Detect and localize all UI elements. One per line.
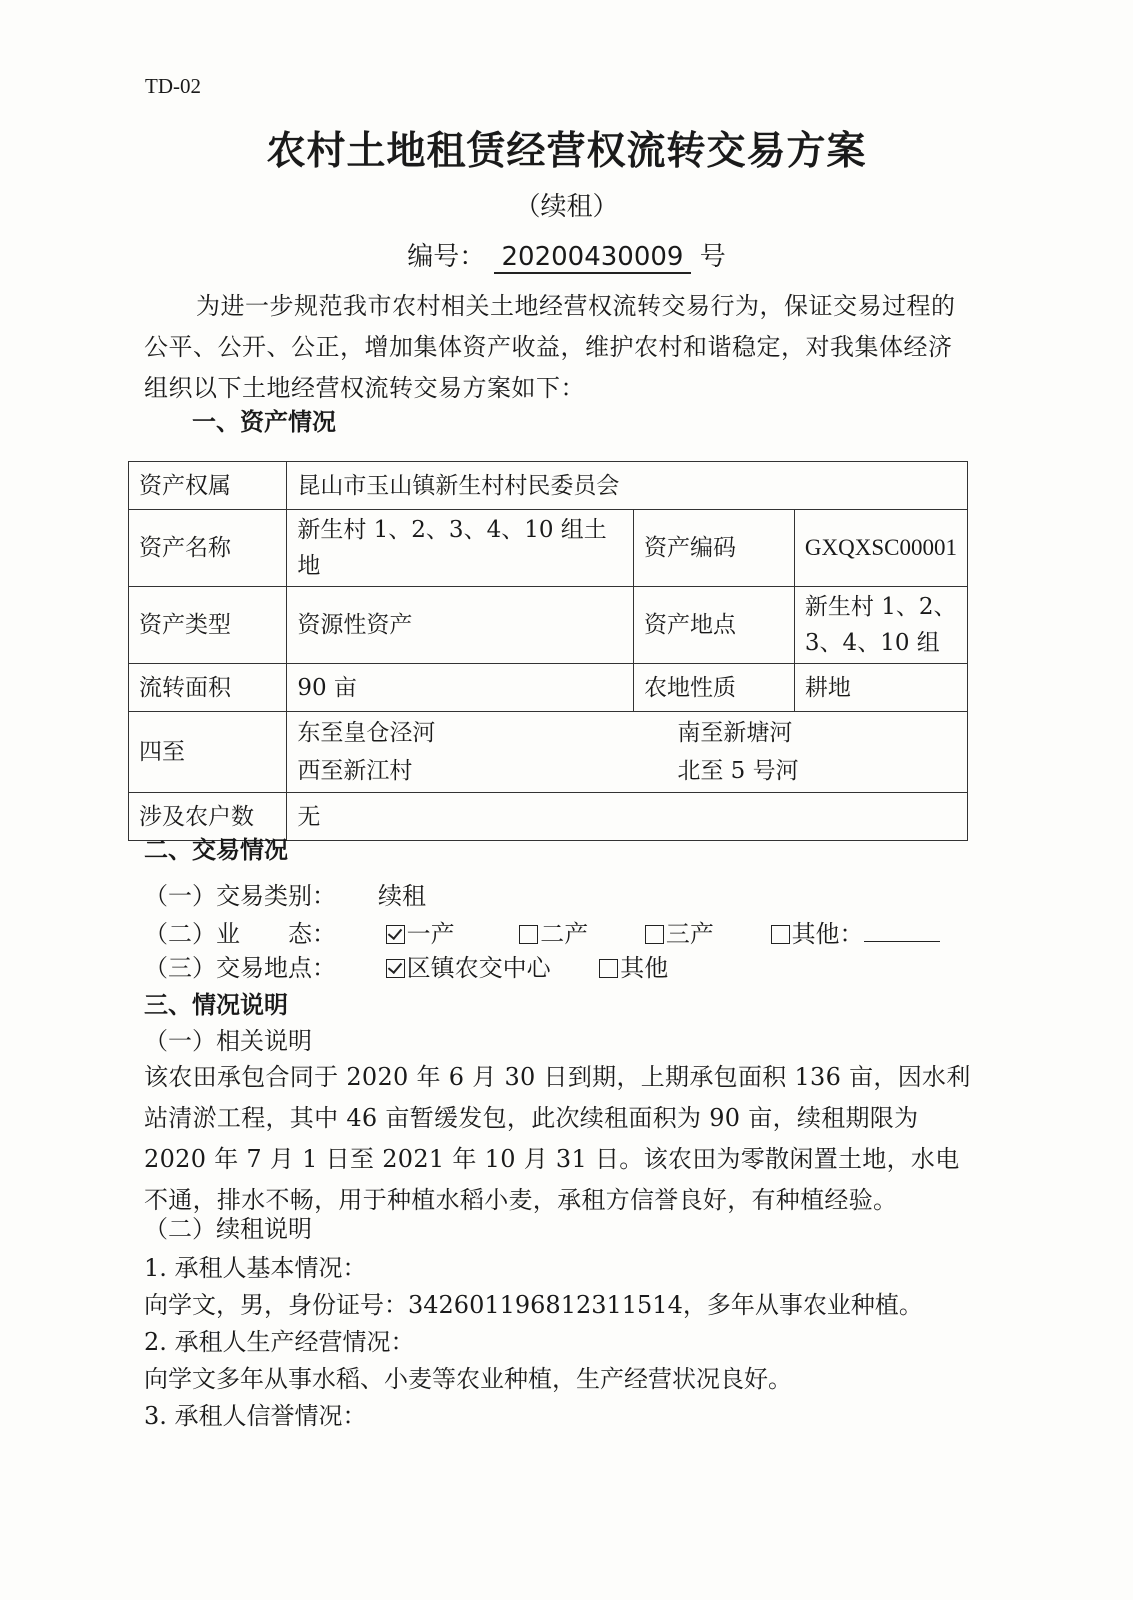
table-row [129,664,968,712]
place-option-other[interactable] [599,954,668,982]
industry-option-label: 其他： [791,920,864,948]
document-subtitle: （续租） [514,192,619,222]
industry-option-tertiary[interactable] [645,914,763,949]
checkbox-empty-icon[interactable] [599,959,618,978]
document-title: 农村土地租赁经营权流转交易方案 [266,129,867,174]
related-description: 该农田承包合同于 2020 年 6 月 30 日到期，上期承包面积 136 亩，因水利站清淤工程，其中 46 亩暂缓发包，此次续租面积为 90 亩，续租期限为 2020 年 7 月 1 日至 2021 年 10 月 31 日。该农田为零散闲置土地，水电不通，排水不畅，用于种植水稻小麦，承租方信誉良好，有种植经验。 [144,1063,971,1214]
category-value: 续租 [378,882,426,910]
checkbox-empty-icon[interactable] [645,925,664,944]
table-row [129,587,968,664]
place-label: （三）交易地点： [144,954,336,982]
item2-text: 向学文多年从事水稻、小麦等农业种植，生产经营状况良好。 [144,1365,792,1393]
place-option-label: 区镇农交中心 [406,954,551,982]
ownership-label: 资产权属 [129,462,287,510]
area-label: 流转面积 [129,664,287,712]
intro-paragraph: 为进一步规范我市农村相关土地经营权流转交易行为，保证交易过程的公平、公开、公正，增加集体资产收益，维护农村和谐稳定，对我集体经济组织以下土地经营权流转交易方案如下： [144,292,956,402]
name-label: 资产名称 [129,510,287,587]
bounds-value [287,712,968,793]
section1-heading: 一、资产情况 [192,408,336,436]
section3-sub2: （二）续租说明 [144,1215,312,1243]
category-line [144,876,426,911]
checkbox-checked-icon[interactable] [386,959,405,978]
table-row [129,462,968,510]
place-line [144,948,668,983]
section3-heading: 三、情况说明 [144,991,288,1019]
industry-label: （二）业 态： [144,920,336,948]
section2-heading: 二、交易情况 [144,836,288,864]
bounds-label: 四至 [129,712,287,793]
other-blank-field[interactable] [864,921,940,942]
ownership-value: 昆山市玉山镇新生村村民委员会 [287,462,968,510]
bound-east: 东至皇仓泾河 [297,720,436,746]
item1-title: 1. 承租人基本情况： [144,1254,367,1282]
code-value: GXQXSC00001 [794,510,967,587]
item2-title: 2. 承租人生产经营情况： [144,1328,415,1356]
checkbox-empty-icon[interactable] [519,925,538,944]
type-value: 资源性资产 [287,587,634,664]
industry-option-label: 三产 [665,920,714,948]
section3-sub1: （一）相关说明 [144,1027,312,1055]
area-value: 90 亩 [287,664,634,712]
households-value: 无 [287,793,968,841]
checkbox-checked-icon[interactable] [386,925,405,944]
item3-title: 3. 承租人信誉情况： [144,1402,367,1430]
serial-label: 编号： [407,242,486,272]
industry-option-label: 二产 [540,920,589,948]
location-label: 资产地点 [634,587,795,664]
table-row [129,510,968,587]
nature-label: 农地性质 [634,664,795,712]
industry-option-label: 一产 [406,920,455,948]
name-value: 新生村 1、2、3、4、10 组土地 [287,510,634,587]
code-label: 资产编码 [634,510,795,587]
bound-west: 西至新江村 [297,758,413,784]
place-option-label: 其他 [620,954,669,982]
serial-number: 20200430009 [494,242,692,274]
serial-number-line [0,236,1133,274]
bound-north: 北至 5 号河 [677,758,799,784]
table-row [129,712,968,793]
checkbox-empty-icon[interactable] [771,925,790,944]
nature-value: 耕地 [794,664,967,712]
document-code: TD-02 [145,74,201,98]
item1-text: 向学文，男，身份证号：342601196812311514，多年从事农业种植。 [144,1291,923,1319]
type-label: 资产类型 [129,587,287,664]
households-label: 涉及农户数 [129,793,287,841]
industry-option-secondary[interactable] [519,914,637,949]
asset-table [128,461,968,841]
location-value: 新生村 1、2、3、4、10 组 [794,587,967,664]
category-label: （一）交易类别： [144,882,336,910]
industry-option-other[interactable] [771,920,940,948]
industry-option-primary[interactable] [386,914,512,949]
industry-line [144,914,940,949]
place-option-center[interactable] [386,948,592,983]
bound-south: 南至新塘河 [677,720,793,746]
serial-suffix: 号 [699,242,726,272]
